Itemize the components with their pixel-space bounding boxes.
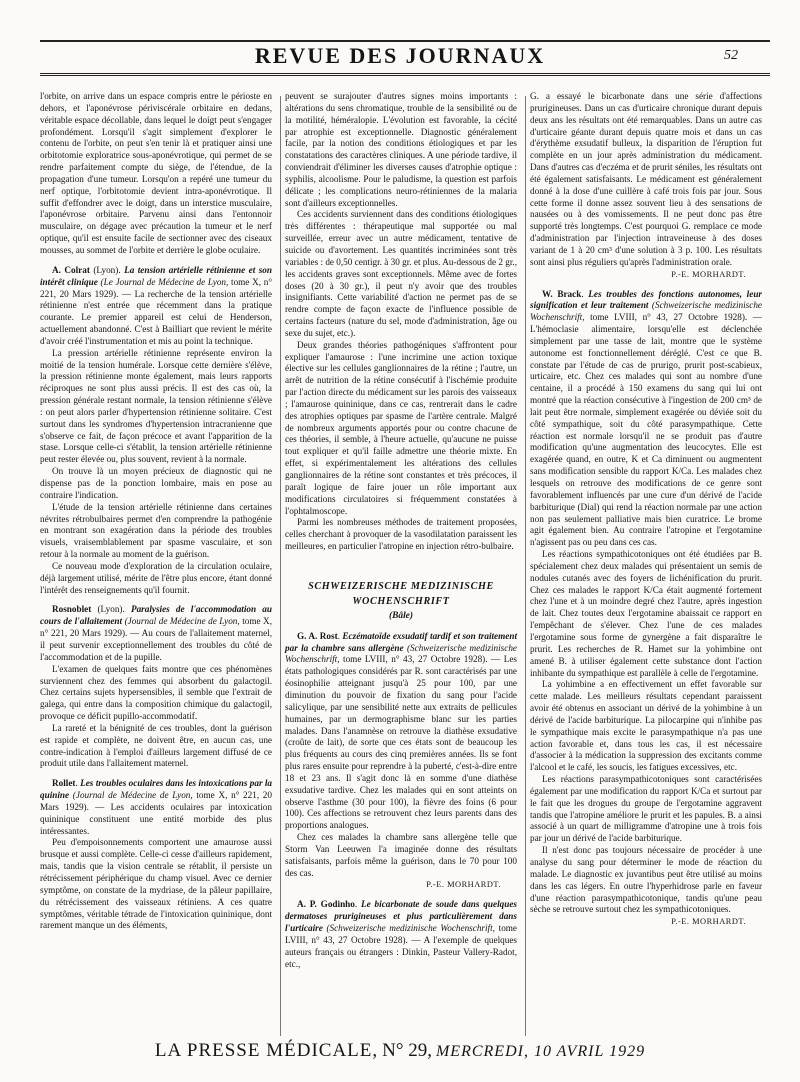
review-entry [40,604,272,663]
footer [0,1040,800,1062]
entry-author: Rollet [52,778,76,789]
entry-title: Le bicarbonate de soude dans quelques dermatoses prurigineuses et plus particulièrement dans l'urticaire [285,899,518,933]
paragraph: Les réactions sympathicotoniques ont été étudiées par B. spécialement chez deux malades qui présentaient un semis de nodules cutanés avec des foyers de lichénification du prurit. Chez ces malades le rapport K/Ca était augmenté fortement chez l'une et à un moindre degré chez l'autre, après ingestion de lait. Chez toutes deux l'ergotamine abaissait ce rapport en l'empêchant de s'élever. Chez l'une de ces malades l'ergotamine sous forme de gynergène a fait disparaître le prurit. Les recherches de R. Hamet sur la yohimbine ont amené B. à utiliser également cette substance dont l'action inhibante du sympathique est parallèle à celle de l'ergotamine. [530,549,762,678]
review-entry [40,778,272,837]
entry-location: . [581,288,589,299]
entry-title: Paralysies de l'accommodation au cours de l'allaitement [40,604,272,627]
paragraph: La pression artérielle rétinienne représente environ la moitié de la tension humérale. Lorsque cette dernière s'élève, la pression rétinienne monte également, mais leurs rapports réciproques ne sont plus aussi précis. Il est des cas où, la pression générale restant normale, la tension rétinienne s'élève : on peut alors parler d'hypertension rétinienne solitaire. C'est surtout dans les syndromes d'hypertension intracranienne que s'observe ce fait, de façon précoce et avant l'apparition de la stase. Lorsque celle-ci s'établit, la tension artérielle rétinienne peut rester élevée ou, plus souvent, revient à la normale. [40,347,272,465]
entry-location: (Lyon). [91,604,131,615]
header-rule-bottom [40,73,770,76]
column-3 [530,91,762,928]
entry-title: Les troubles oculaires dans les intoxications par la quinine [40,778,272,801]
review-entry [285,631,517,832]
entry-source: (Journal de Médecine de Lyon, [69,790,193,801]
entry-title: Eczématoïde exsudatif tardif et son traitement par la chambre sans allergène [285,630,518,653]
review-entry [285,899,517,970]
paragraph: G. a essayé le bicarbonate dans une série d'affections prurigineuses. Dans un cas d'urticaire chronique durant depuis deux ans les résultats ont été remarquables. Dans un autre cas d'urticaire géante durant depuis quatre mois et dans un cas d'érythème exsudatif bulleux, la disparition de l'éruption fut complète en un jour après administration du médicament. Dans d'autres cas d'eczéma et de prurit séniles, les résultats ont été également satisfaisants. Le médicament est généralement donné à la dose d'une cuillère à café trois fois par jour. Sous cette forme il donne assez souvent lieu à des sensations de nausées ou à des vomissements. Il ne peut donc pas être supporté très longtemps. C'est pourquoi G. remplace ce mode d'administration par l'injection intraveineuse à des doses variant de 1 à 20 cm³ d'une solution à 3 p. 100. Les résultats sont ainsi plus réguliers qu'après l'administration orale. [530,91,762,267]
entry-author: W. Brack [542,288,582,299]
paragraph: Ce nouveau mode d'exploration de la circulation oculaire, déjà largement utilisé, mérite de l'être plus encore, étant donné l'intérêt des renseignements qu'il fournit. [40,560,272,595]
entry-source: (Schweizerische medizinische Wochenschrift, [285,642,517,665]
reviewer-signature: P.-E. MORHARDT. [671,269,746,279]
footer-date: MERCREDI, 10 AVRIL 1929 [435,1043,646,1060]
entry-text: tome X, n° 221, 20 Mars 1929). — La recherche de la tension artérielle rétinienne n'est entrée que récemment dans la pratique courante. Le premier appareil est celui de Henderson, actuellement abandonné. C'est à Bailliart que revient le mérite d'avoir créé l'instrumentation et mis au point la technique. [40,276,272,346]
paragraph: L'étude de la tension artérielle rétinienne dans certaines névrites rétrobulbaires permet d'en comprendre la pathogénie en montrant son exagération dans la période des troubles visuels, vraisemblablement par spasme vasculaire, et son retour à la normale au moment de la guérison. [40,501,272,560]
paragraph: Ces accidents surviennent dans des conditions étiologiques très différentes : thérapeutique mal supportée ou mal surveillée, erreur avec un autre médicament, tentative de suicide ou d'avortement. Les quantités incriminées sont très variables : de 0,50 centigr. à 30 gr. et plus. Au-dessous de 2 gr., les accidents graves sont exceptionnels. Même avec de fortes doses (20 à 30 gr.), il peut n'y avoir que des troubles insignifiants. Cette variabilité d'action ne permet pas de se rendre compte de façon exacte de l'influence possible de certains facteurs (nature du sel, mode d'administration, âge ou sexe du sujet, etc.). [285,209,517,338]
review-entry [40,265,272,348]
paragraph: Les réactions parasympathicotoniques sont caractérisées également par une modification du rapport K/Ca et surtout par le fait que les drogues du groupe de l'ergotamine aggravent tandis que l'atropine améliore le prurit et les papules. B. a ainsi associé à un quart de milligramme d'atropine une à trois fois par jour un dérivé de l'acide barbiturique. [530,774,762,844]
paragraph: Peu d'empoisonnements comportent une amaurose aussi brusque et aussi complète. Celle-ci cesse d'ailleurs rapidement, mais, tandis que la vision centrale se rétablit, il persiste un rétrécissement périphérique du champ visuel. Avec ce dernier symptôme, on constate de la mydriase, de la pâleur papillaire, du rétrécissement des vaisseaux rétiniens. A ces quatre symptômes, véritable tétrade de l'intoxication quininique, dont rarement manque un des éléments, [40,837,272,931]
header-rule-top [40,40,770,42]
entry-location: . [75,778,81,789]
entry-location: . [354,899,362,910]
entry-text: tome LVIII, n° 43, 27 Octobre 1928). — L'hémoclasie alimentaire, lorsqu'elle est déclenchée simplement par une tasse de lait, montre que le système autonome est fonctionnellement déréglé. C'est ce que B. constate par l'étude de cas de prurigo, prurit post-scabieux, urticaire, etc. Chez ces malades qui sont au nombre d'une centaine, il a procédé à 150 examens du sang qui lui ont montré que la réaction consécutive à l'ingestion de 200 cm³ de lait peut être normale, simplement exagérée ou déviée soit du côté sympathique, soit du côté parasympathique. Cette réaction est normale lorsqu'il ne se produit pas d'autre modification qu'une augmentation des leucocytes. Elle est exagérée quand, en outre, K et Ca diminuent ou augmentent sans modification sensible du rapport K/Ca. Les malades chez lesquels on retrouve des modifications de ce genre sont favorablement influencés par une cure d'un dérivé de l'acide barbiturique (Dial) qui rend la réaction normale par une action non pas seulement palliative mais bien curatrice. Le brome agit également bien. Au contraire l'atropine et l'ergotamine n'agissent pas ou peu dans ces cas. [530,312,762,548]
entry-text: tome X, n° 221, 20 Mars 1929). — Au cours de l'allaitement maternel, il peut survenir exceptionnellement des troubles du côté de l'accommodation et de la pupille. [40,616,272,662]
paragraph: La yohimbine a en effectivement un effet favorable sur cette malade. Les meilleurs résultats cependant paraissent avoir été obtenus en associant un dérivé de la yohimbine à un dérivé de l'acide barbiturique. La pilocarpine qui n'inhibe pas le sympathique mais excite le parasympathique n'a pas une action favorable et, dans tous les cas, il est nécessaire d'associer à la médication la suppression des excitants comme l'alcool et le café, les soucis, les fatigues excessives, etc. [530,679,762,773]
column-1 [40,91,272,932]
entry-source: (Journal de Médecine de Lyon, [122,616,240,627]
entry-location: . [337,630,343,641]
entry-text: tome LVIII, n° 43, 27 Octobre 1928). — Les états pathologiques considérés par R. sont caractérisés par une éosinophilie atteignant jusqu'à 25 pour 100, par une diminution du pouvoir de fixation du sang pour l'acide salicylique, par une sensibilité nette aux extraits de pellicules humaines, par un dermographisme blanc sur les parties malades. Dans l'anamnèse on retrouve la diathèse exsudative (croûte de lait), de sorte que ces états sont de beaucoup les plus fréquents au cours des cinq premières années. Ils se font plus rares ensuite pour reprendre à la puberté, c'est-à-dire entre 18 et 23 ans. Il s'agit donc là en somme d'une diathèse exsudative tardive. Chez les malades qui en sont atteints on observe l'asthme (30 pour 100), la fièvre des foins (6 pour 100). Ces affections se retrouvent chez leurs parents dans des proportions analogues. [285,654,517,831]
paragraph: On trouve là un moyen précieux de diagnostic qui ne dispense pas de la ponction lombaire, mais en pose au contraire l'indication. [40,466,272,500]
paragraph: La rareté et la bénignité de ces troubles, dont la guérison est rapide et complète, ne doivent être, en aucun cas, une contre-indication à l'emploi d'ailleurs largement diffusé de ce produit utile dans l'allaitement maternel. [40,722,272,769]
column-rule-2 [525,96,526,1036]
paragraph: Deux grandes théories pathogéniques s'affrontent pour expliquer l'amaurose : l'une incrimine une action toxique élective sur les cellules ganglionnaires de la rétine ; l'autre, un arrêt de nutrition de la rétine consécutif à l'ischémie produite par l'action directe du médicament sur les parois des vaisseaux ; l'amaurose quininique, dans ce cas, rentrerait dans le cadre des atrophies optiques par spasme de l'artère centrale. Malgré de nombreux arguments apportés pour ou contre chacune de ces théories, il semble, à l'heure actuelle, qu'aucune ne puisse tout expliquer et qu'il faille admettre une théorie mixte. En effet, si expérimentalement les altérations des cellules ganglionnaires de la rétine sont constantes et très précoces, il paraît logique de faire jouer un rôle important aux modifications circulatoires si fréquemment constatées à l'ophtalmoscope. [285,339,517,516]
running-head-title: REVUE DES JOURNAUX [254,43,546,68]
reviewer-signature: P.-E. MORHARDT. [426,880,501,890]
entry-text: tome LVIII, n° 43, 27 Octobre 1928). — A l'exemple de quelques auteurs français ou étrangers : Dinkin, Pasteur Vallery-Radot, etc., [285,923,518,969]
entry-source: (Le Journal de Médecine de Lyon, [97,276,229,287]
paragraph: l'orbite, on arrive dans un espace compris entre le périoste en dehors, et l'aponévrose périviscérale orbitaire en dedans, véritable espace décollable, dans lequel le doigt peut s'engager profondément. Lorsqu'il s'agit simplement d'explorer le contenu de l'orbite, on peut s'en tenir là et pratiquer ainsi une orbitotomie exploratrice sous-aponévrotique, qui permet de se rendre parfaitement compte du siège, de l'étendue, de la propagation d'une tumeur. Lorsqu'on a repéré une tumeur du nerf optique, l'orbitotomie devient intra-aponévrotique. Il suffit d'effondrer avec le doigt, dans un interstice musculaire, l'aponévrose orbitaire. Parvenu ainsi dans l'entonnoir musculaire, on dégage avec précaution la tumeur et le nerf optique, qu'il est ensuite facile de sectionner avec des ciseaux mousses, au sommet de l'orbite et derrière le globe oculaire. [40,91,272,255]
entry-text: tome X, n° 221, 20 Mars 1929). — Les accidents oculaires par intoxication quininique constituent une entité morbide des plus intéressantes. [40,790,272,836]
entry-author: G. A. Rost [297,630,338,641]
paragraph: Parmi les nombreuses méthodes de traitement proposées, celles cherchant à provoquer de la vasodilatation paraissent les meilleures, en particulier l'atropine en injection rétro-bulbaire. [285,517,517,552]
paragraph: Chez ces malades la chambre sans allergène telle que Storm Van Leeuwen l'a imaginée donne des résultats satisfaisants, parfois même la guérison, dans le 70 pour 100 des cas. [285,832,517,878]
entry-title: Les troubles des fonctions autonomes, leur signification et leur traitement [530,288,763,311]
entry-title: La tension artérielle rétinienne et son intérêt clinique [40,264,272,287]
footer-issue-number: N° 29, [382,1040,432,1061]
column-rule-1 [280,96,281,1036]
review-entry [530,289,762,550]
section-journal-title: SCHWEIZERISCHE MEDIZINISCHE WOCHENSCHRIFT [308,580,494,607]
entry-location: (Lyon). [89,264,125,275]
section-journal-city: (Bâle) [389,610,413,621]
entry-author: Rosnoblet [52,604,92,615]
entry-source: (Schweizerische medizinische Wochenschrift, [530,300,762,323]
paragraph: Il n'est donc pas toujours nécessaire de procéder à une analyse du sang pour déterminer le mode de réaction du malade. Le diagnostic ex juvantibus peut être utilisé au moins dans les cas légers. En outre l'hyperhidrose parle en faveur d'une réaction parasympathicotonique, tandis qu'une peau sèche se retrouve surtout chez les sympathicotoniques. [530,845,762,915]
entry-author: A. P. Godinho [297,899,355,910]
column-2 [285,91,517,970]
footer-journal-name: LA PRESSE MÉDICALE, [154,1040,379,1061]
entry-source: (Schweizerische medizinische Wochenschrift, [322,923,495,933]
paragraph: peuvent se surajouter d'autres signes moins importants : altérations du sens chromatique, trouble de la sensibilité ou de la motilité, héméralopie. L'évolution est favorable, la cécité par atrophie est exceptionnelle. Diagnostic généralement facile, par la notion des conditions étiologiques et par les constatations des caractères cliniques. A une période tardive, il conviendrait d'éliminer les diverses causes d'atrophie optique : syphilis, alcoolisme. Pour le paludisme, la question est parfois délicate ; les complications neuro-rétiniennes de la malaria sont d'ailleurs exceptionnelles. [285,91,517,208]
page-number: 52 [724,48,738,63]
paragraph: L'examen de quelques faits montre que ces phénomènes surviennent chez des femmes qui absorbent du galactogil. Chez certains sujets hypersensibles, il semble que l'extrait de galega, qui entre dans la composition chimique du galactogil, provoque ce déficit pupillo-accommodatif. [40,663,272,722]
entry-author: A. Colrat [52,264,90,275]
reviewer-signature: P.-E. MORHARDT. [671,917,746,927]
